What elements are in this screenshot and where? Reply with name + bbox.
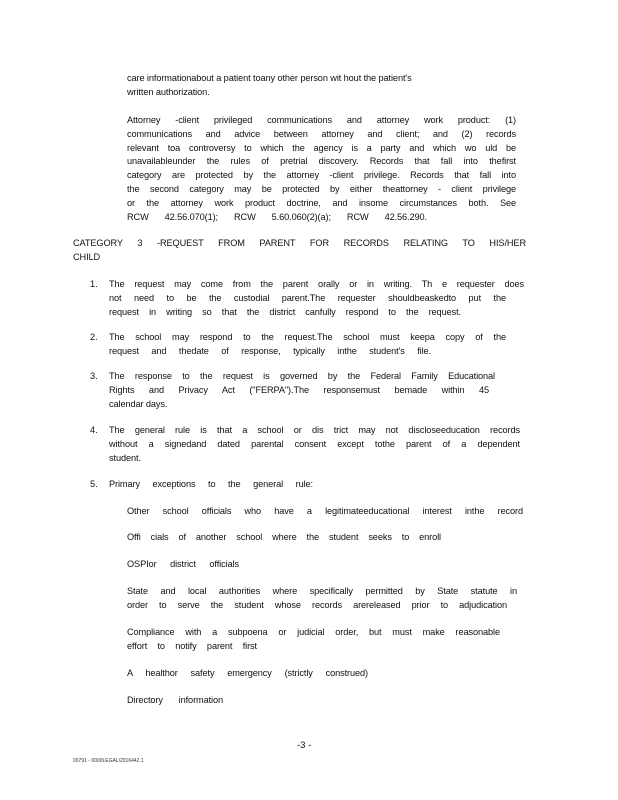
exception-line: Offi cials of another school where the student seeks to enroll (127, 532, 441, 542)
exception-line: Other school officials who have a legitimateeducational interest inthe record (127, 506, 523, 516)
exception-line: State and local authorities where specifically permitted by State statute in (127, 586, 517, 596)
item-line: request and thedate of response, typically inthe student's file. (109, 345, 431, 356)
paragraph-line: Attorney -client privileged communications and attorney work product: (1) (127, 115, 516, 125)
numbered-item (109, 331, 506, 359)
footer-doc-code: 00791 - 0000LEGAL/2016442.1 (73, 758, 144, 764)
item-number: 4. (90, 425, 98, 435)
numbered-item (109, 424, 520, 465)
exception-item (127, 626, 500, 654)
paragraph-line: RCW 42.56.070(1); RCW 5.60.060(2)(a); RCW 42.56.290. (127, 211, 427, 222)
paragraph-line: communications and advice between attorney and client; and (2) records (127, 128, 516, 139)
exception-line: OSPIor district officials (127, 559, 239, 569)
paragraph-line: relevant toa controversy to which the agency is a party and which wo uld be (127, 142, 516, 153)
item-line: The response to the request is governed by the Federal Family Educational (109, 371, 495, 381)
item-line: student. (109, 452, 141, 463)
paragraph-line: or the attorney work product doctrine, and insome circumstances both. See (127, 197, 516, 208)
exception-line: Compliance with a subpoena or judicial order, but must make reasonable (127, 627, 500, 637)
item-line: The request may come from the parent orally or in writing. Th e requester does (109, 279, 524, 289)
numbered-item (109, 278, 524, 319)
item-number: 2. (90, 332, 98, 342)
paragraph-line: the second category may be protected by either theattorney - client privilege (127, 183, 516, 194)
item-number: 1. (90, 279, 98, 289)
category-heading-cont: CHILD (73, 252, 101, 262)
item-line: Rights and Privacy Act ("FERPA").The responsemust bemade within 45 (109, 384, 489, 395)
exception-line: A healthor safety emergency (strictly construed) (127, 668, 368, 678)
exception-line: order to serve the student whose records arereleased prior to adjudication (127, 599, 507, 610)
item-line: The school may respond to the request.The school must keepa copy of the (109, 332, 506, 342)
exception-line: effort to notify parent first (127, 640, 257, 651)
item-number: 3. (90, 371, 98, 381)
exception-item (127, 585, 517, 613)
item-number: 5. (90, 479, 98, 489)
numbered-item (109, 370, 495, 411)
item-line: Primary exceptions to the general rule: (109, 479, 313, 489)
attorney-client-paragraph (127, 114, 516, 224)
intro-line: written authorization. (127, 87, 210, 97)
paragraph-line: category are protected by the attorney -client privilege. Records that fall into (127, 170, 516, 181)
exception-line: Directory information (127, 695, 223, 705)
item-line: request in writing so that the district canfully respond to the request. (109, 306, 461, 317)
paragraph-line: unavailableunder the rules of pretrial discovery. Records that fall into thefirst (127, 156, 516, 167)
intro-line: care informationabout a patient toany other person wit hout the patient's (127, 73, 412, 83)
item-line: The general rule is that a school or dis trict may not discloseeducation records (109, 425, 520, 435)
item-line: not need to be the custodial parent.The requester shouldbeaskedto put the (109, 292, 506, 303)
category-heading: CATEGORY 3 -REQUEST FROM PARENT FOR RECORDS RELATING TO HIS/HER (73, 238, 526, 248)
item-line: calendar days. (109, 398, 168, 409)
item-line: without a signedand dated parental consent except tothe parent of a dependent (109, 438, 520, 449)
page-number: -3 - (297, 740, 312, 751)
